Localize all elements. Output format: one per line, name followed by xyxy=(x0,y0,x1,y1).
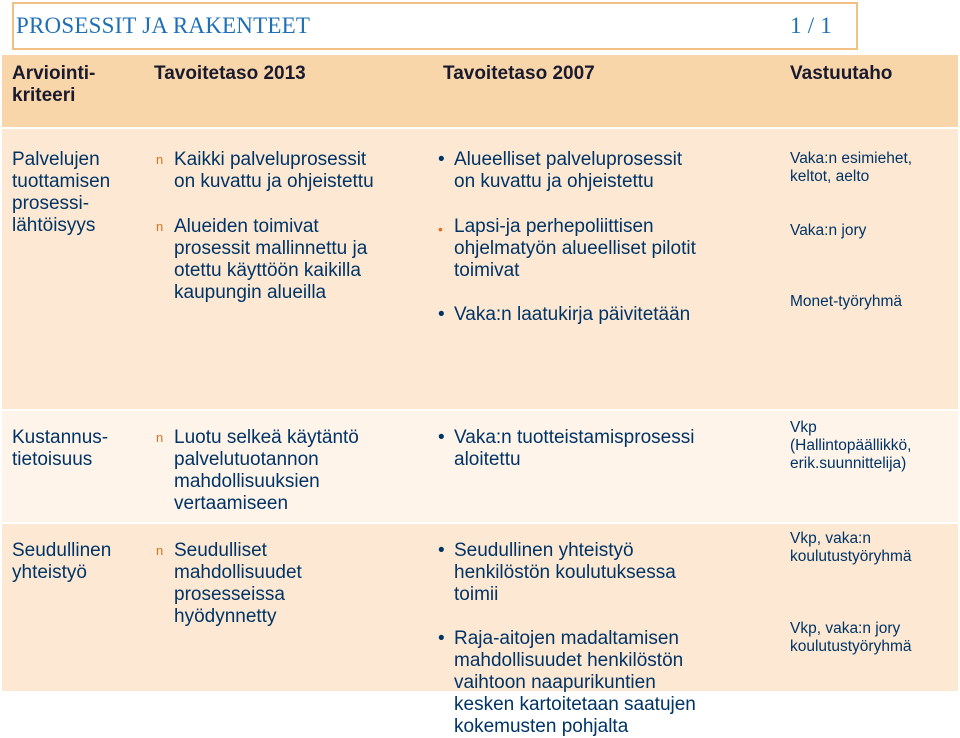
header-goal-2007-label: Tavoitetaso 2007 xyxy=(443,63,595,84)
square-bullet-icon: n xyxy=(156,543,164,558)
row-criteria xyxy=(12,427,152,471)
responsible-line: erik.suunnittelija) xyxy=(790,455,907,472)
item-line: Vaka:n tuotteistamisprosessi xyxy=(454,427,695,448)
criteria-line: prosessi- xyxy=(12,193,90,214)
row-criteria xyxy=(12,540,152,584)
page-number: 1 / 1 xyxy=(790,13,832,38)
criteria-line: lähtöisyys xyxy=(12,215,96,236)
responsible-line: Vkp, vaka:n jory xyxy=(790,620,901,637)
responsible-item xyxy=(790,222,956,240)
item-line: Lapsi-ja perhepoliittisen xyxy=(454,216,654,237)
criteria-line: Seudullinen xyxy=(12,540,112,561)
list-item xyxy=(434,427,790,471)
item-line: kokemusten pohjalta xyxy=(454,716,629,737)
item-line: Seudullinen yhteistyö xyxy=(454,540,634,561)
item-line: Seudulliset xyxy=(174,540,267,561)
criteria-table xyxy=(2,55,958,737)
responsible-line: Vkp xyxy=(790,419,817,436)
list-item xyxy=(434,628,790,738)
header-responsible xyxy=(790,55,958,85)
dot-bullet-icon: • xyxy=(438,628,445,649)
square-bullet-icon: n xyxy=(156,219,164,234)
list-item xyxy=(154,427,442,515)
item-line: otettu käyttöön kaikilla xyxy=(174,260,361,281)
item-line: Vaka:n laatukirja päivitetään xyxy=(454,304,691,325)
responsible-item xyxy=(790,620,956,656)
criteria-line: tietoisuus xyxy=(12,449,93,470)
list-item xyxy=(154,540,442,628)
responsible-line: keltot, aelto xyxy=(790,168,870,185)
list-item xyxy=(434,304,790,326)
header-goal-2007 xyxy=(443,55,779,85)
criteria-line: Palvelujen xyxy=(12,149,100,170)
item-line: Alueiden toimivat xyxy=(174,216,319,237)
item-line: mahdollisuuksien xyxy=(174,471,320,492)
header-responsible-label: Vastuutaho xyxy=(790,63,893,84)
list-item xyxy=(154,149,442,193)
item-line: on kuvattu ja ohjeistettu xyxy=(454,171,654,192)
item-line: hyödynnetty xyxy=(174,606,277,627)
item-line: mahdollisuudet henkilöstön xyxy=(454,650,684,671)
title-bar xyxy=(12,2,858,50)
item-line: mahdollisuudet xyxy=(174,562,302,583)
responsible-line: koulutustyöryhmä xyxy=(790,548,912,565)
header-criteria-line: Arviointi- xyxy=(12,63,96,84)
item-line: kesken kartoitetaan saatujen xyxy=(454,694,696,715)
item-line: vertaamiseen xyxy=(174,493,289,514)
header-criteria-line: kriteeri xyxy=(12,85,76,106)
responsible-line: Monet-työryhmä xyxy=(790,293,902,310)
criteria-line: tuottamisen xyxy=(12,171,111,192)
responsible-item xyxy=(790,419,956,473)
item-line: henkilöstön koulutuksessa xyxy=(454,562,676,583)
item-line: palvelutuotannon xyxy=(174,449,319,470)
criteria-line: Kustannus- xyxy=(12,427,109,448)
item-line: toimivat xyxy=(454,260,520,281)
square-bullet-icon: n xyxy=(156,152,164,167)
table-row xyxy=(2,522,958,737)
table-row xyxy=(2,127,958,409)
list-item xyxy=(434,216,790,282)
responsible-line: (Hallintopäällikkö, xyxy=(790,437,912,454)
header-goal-2013-label: Tavoitetaso 2013 xyxy=(154,63,306,84)
table-row xyxy=(2,409,958,522)
page-title: PROSESSIT JA RAKENTEET xyxy=(16,13,311,38)
responsible-line: Vaka:n esimiehet, xyxy=(790,150,913,167)
responsible-line: Vkp, vaka:n xyxy=(790,530,871,547)
square-bullet-icon: n xyxy=(156,430,164,445)
dot-bullet-icon: • xyxy=(438,149,445,170)
responsible-line: koulutustyöryhmä xyxy=(790,638,912,655)
dot-bullet-icon: • xyxy=(438,221,443,237)
dot-bullet-icon: • xyxy=(438,540,445,561)
item-line: Luotu selkeä käytäntö xyxy=(174,427,359,448)
table-header-row xyxy=(2,55,958,127)
item-line: ohjelmatyön alueelliset pilotit xyxy=(454,238,696,259)
item-line: prosesseissa xyxy=(174,584,285,605)
item-line: kaupungin alueilla xyxy=(174,282,327,303)
header-criteria xyxy=(12,55,152,107)
item-line: Alueelliset palveluprosessit xyxy=(454,149,683,170)
dot-bullet-icon: • xyxy=(438,304,445,325)
dot-bullet-icon: • xyxy=(438,427,445,448)
list-item xyxy=(154,216,442,304)
list-item xyxy=(434,540,790,606)
row-criteria xyxy=(12,149,152,237)
responsible-item xyxy=(790,150,956,186)
item-line: prosessit mallinnettu ja xyxy=(174,238,368,259)
item-line: aloitettu xyxy=(454,449,521,470)
item-line: toimii xyxy=(454,584,499,605)
responsible-item xyxy=(790,293,956,311)
responsible-item xyxy=(790,530,956,566)
list-item xyxy=(434,149,790,193)
responsible-line: Vaka:n jory xyxy=(790,222,867,239)
criteria-line: yhteistyö xyxy=(12,562,87,583)
item-line: Raja-aitojen madaltamisen xyxy=(454,628,679,649)
item-line: on kuvattu ja ohjeistettu xyxy=(174,171,374,192)
header-goal-2013 xyxy=(154,55,424,85)
item-line: Kaikki palveluprosessit xyxy=(174,149,367,170)
item-line: vaihtoon naapurikuntien xyxy=(454,672,656,693)
